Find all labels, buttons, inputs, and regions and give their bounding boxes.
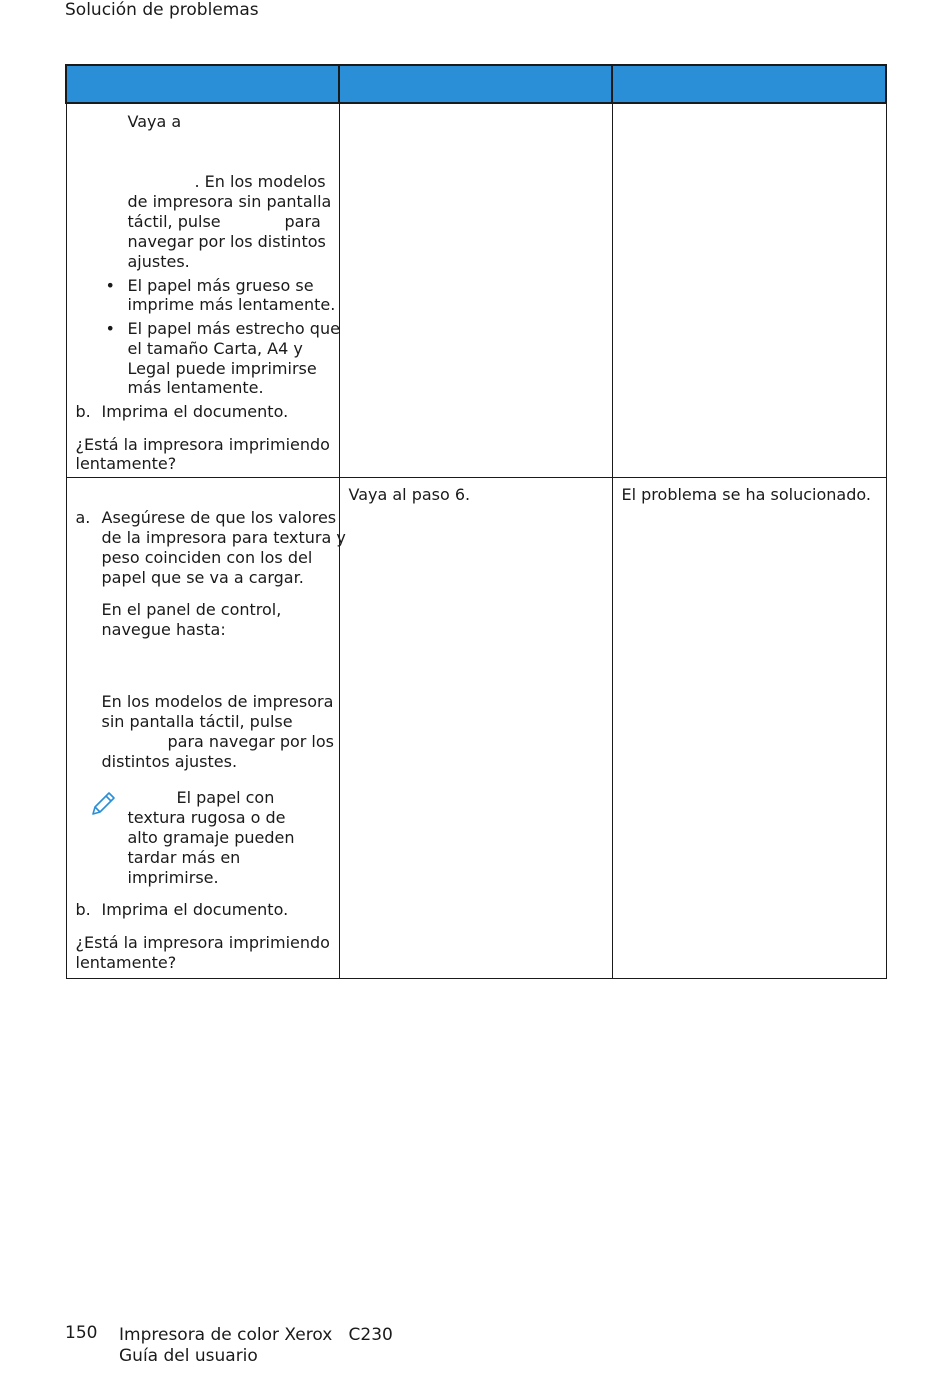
troubleshooting-table [65, 64, 885, 979]
models-note-line: ajustes. [127, 252, 190, 271]
step-a-line: peso coinciden con los del [101, 548, 313, 567]
models-line: distintos ajustes. [101, 752, 238, 771]
models-note-line: . En los modelos [194, 172, 326, 191]
no-cell [612, 103, 886, 478]
question-line: lentamente? [75, 454, 177, 473]
no-text: El problema se ha solucionado. [621, 485, 871, 504]
header-cell-no [612, 65, 886, 103]
footer-guide: Guía del usuario [119, 1346, 258, 1366]
panel-line: En el panel de control, [101, 600, 282, 619]
footer-product: Impresora de color Xerox C230 [119, 1325, 393, 1345]
step-a-line: papel que se va a cargar. [101, 568, 304, 587]
yes-cell [339, 478, 612, 979]
running-header: Solución de problemas [65, 0, 259, 20]
models-note-line: de impresora sin pantalla [127, 192, 332, 211]
models-line: para navegar por los [167, 732, 334, 751]
bullet-item: • El papel más grueso se [128, 276, 314, 296]
models-line: sin pantalla táctil, pulse [101, 712, 293, 731]
models-line: En los modelos de impresora [101, 692, 334, 711]
table-header-row [66, 65, 886, 103]
step-b-text: Imprima el documento. [101, 402, 289, 421]
no-cell [612, 478, 886, 979]
note-line: tardar más en [127, 848, 241, 867]
yes-cell [339, 103, 612, 478]
question-line: ¿Está la impresora imprimiendo [75, 933, 330, 952]
note-line: alto gramaje pueden [127, 828, 295, 847]
bullet-item-line: imprime más lentamente. [127, 295, 336, 314]
note-line: El papel con [176, 788, 275, 807]
action-cell [66, 103, 339, 478]
step-b-text: Imprima el documento. [101, 900, 289, 919]
action-cell [66, 478, 346, 979]
table-row [66, 478, 886, 979]
step-a-line: de la impresora para textura y [101, 528, 346, 547]
table-row [66, 103, 886, 478]
step-a-line: Asegúrese de que los valores [101, 508, 337, 527]
yes-text: Vaya al paso 6. [348, 485, 471, 504]
bullet-item-line: el tamaño Carta, A4 y [127, 339, 303, 358]
bullet-item-line: Legal puede imprimirse [127, 359, 317, 378]
panel-line: navegue hasta: [101, 620, 226, 639]
bullet-item-line: más lentamente. [127, 378, 264, 397]
step-b-marker: b. [75, 402, 91, 421]
note-line: textura rugosa o de [127, 808, 286, 827]
models-note-line: para [284, 212, 321, 231]
note-pencil-icon [89, 788, 117, 818]
question-line: ¿Está la impresora imprimiendo [75, 435, 330, 454]
question-line: lentamente? [75, 953, 177, 972]
models-note-line: táctil, pulse [127, 212, 221, 231]
page-number: 150 [65, 1323, 98, 1343]
note-line: imprimirse. [127, 868, 219, 887]
models-note-line: navegar por los distintos [127, 232, 326, 251]
bullet-item: • El papel más estrecho que [128, 319, 340, 339]
header-cell-yes [339, 65, 612, 103]
goto-text: Vaya a [127, 112, 182, 131]
step-b-marker: b. [75, 900, 91, 919]
header-cell-action [66, 65, 339, 103]
step-a-marker: a. [75, 508, 91, 527]
